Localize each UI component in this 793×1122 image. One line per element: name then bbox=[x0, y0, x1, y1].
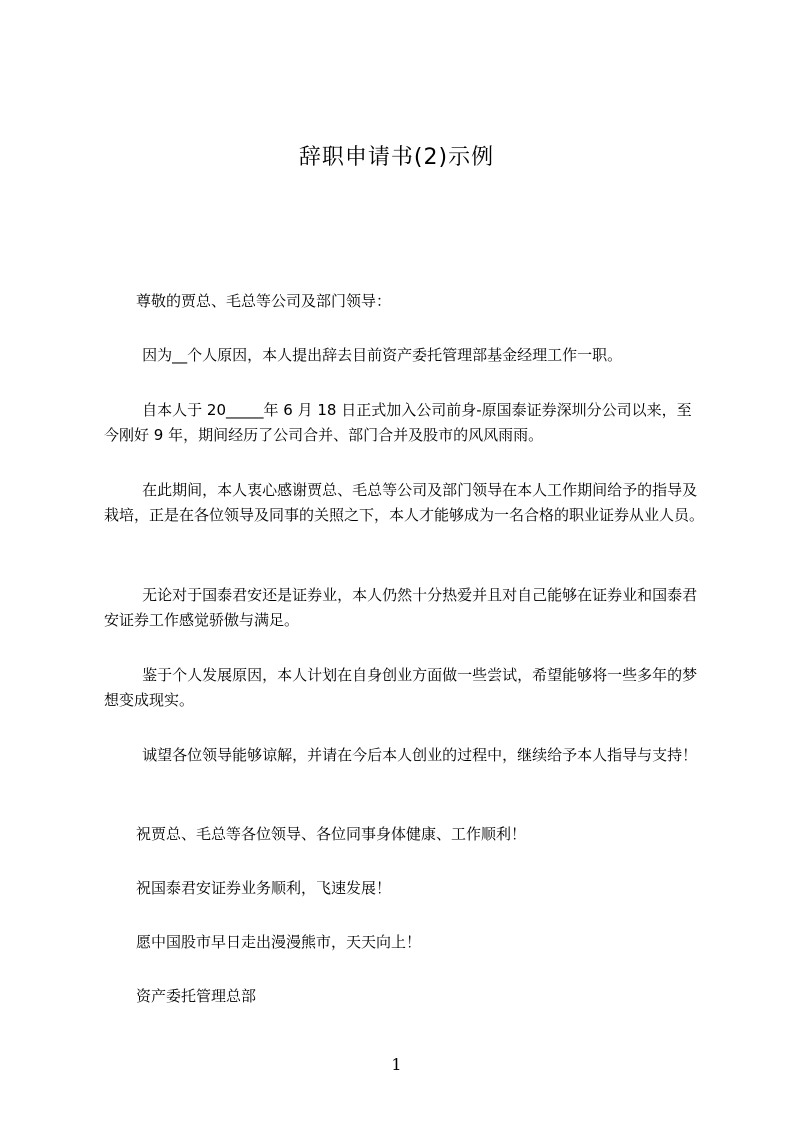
page-number: 1 bbox=[391, 1055, 402, 1074]
closing-wish-leaders: 祝贾总、毛总等各位领导、各位同事身体健康、工作顺利！ bbox=[136, 825, 527, 843]
closing-wish-company: 祝国泰君安证券业务顺利，飞速发展！ bbox=[136, 879, 392, 897]
document-title: 辞职申请书(2)示例 bbox=[298, 145, 495, 170]
paragraph-reason: 因为__个人原因，本人提出辞去目前资产委托管理部基金经理工作一职。 bbox=[104, 346, 623, 364]
closing-wish-market: 愿中国股市早日走出漫漫熊市，天天向上！ bbox=[136, 933, 422, 951]
paragraph-plan: 鉴于个人发展原因，本人计划在自身创业方面做一些尝试，希望能够将一些多年的梦想变成现实。 bbox=[104, 666, 698, 709]
signature-department: 资产委托管理总部 bbox=[136, 987, 257, 1005]
paragraph-request: 诚望各位领导能够谅解，并请在今后本人创业的过程中，继续给予本人指导与支持！ bbox=[104, 746, 698, 764]
paragraph-history: 自本人于 20_____年 6 月 18 日正式加入公司前身-原国泰证券深圳分公司以来，至今刚好 9 年，期间经历了公司合并、部门合并及股市的风风雨雨。 bbox=[104, 401, 692, 444]
salutation: 尊敬的贾总、毛总等公司及部门领导： bbox=[136, 292, 392, 310]
paragraph-affection: 无论对于国泰君安还是证券业，本人仍然十分热爱并且对自己能够在证券业和国泰君安证券工作感觉骄傲与满足。 bbox=[104, 586, 698, 629]
paragraph-thanks: 在此期间，本人衷心感谢贾总、毛总等公司及部门领导在本人工作期间给予的指导及栽培，正是在各位领导及同事的关照之下，本人才能够成为一名合格的职业证券从业人员。 bbox=[104, 481, 705, 524]
